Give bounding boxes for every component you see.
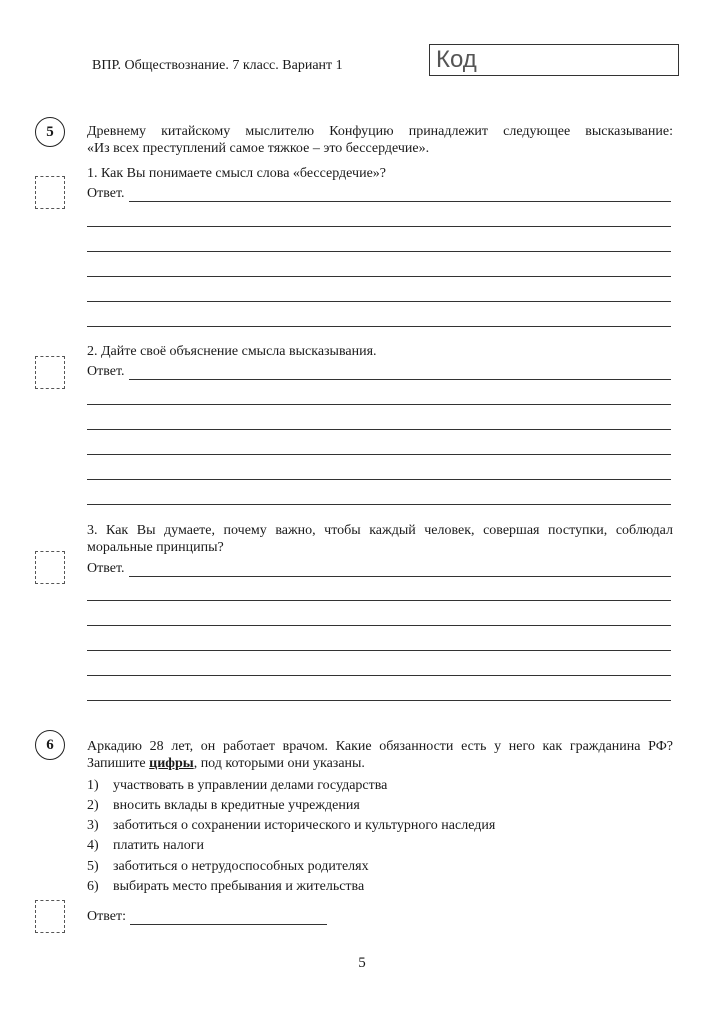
writing-line[interactable] bbox=[87, 454, 671, 455]
writing-line[interactable] bbox=[87, 429, 671, 430]
writing-line[interactable] bbox=[87, 625, 671, 626]
answer-line-q1[interactable] bbox=[87, 186, 671, 202]
option-item: 3) заботиться о сохранении исторического и культурного наследия bbox=[87, 818, 496, 833]
task6-question-line1: Аркадию 28 лет, он работает врачом. Какие обязанности есть у него как гражданина РФ? bbox=[87, 739, 673, 754]
task6-question-line2 bbox=[87, 755, 365, 772]
writing-line[interactable] bbox=[87, 326, 671, 327]
code-field[interactable] bbox=[429, 44, 679, 76]
task6-question-bold: цифры bbox=[149, 756, 194, 771]
task5-intro-line2: «Из всех преступлений самое тяжкое – это бессердечие». bbox=[87, 141, 430, 156]
task6-question-prefix: Запишите bbox=[87, 756, 150, 771]
task5-intro-line1: Древнему китайскому мыслителю Конфуцию принадлежит следующее высказывание: bbox=[87, 124, 673, 139]
header-title: ВПР. Обществознание. 7 класс. Вариант 1 bbox=[92, 58, 343, 73]
task-number-5: 5 bbox=[35, 117, 65, 147]
score-box-q2[interactable] bbox=[35, 356, 65, 389]
writing-line[interactable] bbox=[87, 700, 671, 701]
writing-line[interactable] bbox=[87, 301, 671, 302]
score-box-q3[interactable] bbox=[35, 551, 65, 584]
answer-line-q3[interactable] bbox=[87, 561, 671, 577]
writing-line[interactable] bbox=[87, 479, 671, 480]
writing-line[interactable] bbox=[87, 504, 671, 505]
writing-line[interactable] bbox=[87, 600, 671, 601]
option-item: 5) заботиться о нетрудоспособных родителях bbox=[87, 859, 369, 874]
score-box-q1[interactable] bbox=[35, 176, 65, 209]
option-item: 6) выбирать место пребывания и жительства bbox=[87, 879, 365, 894]
task-number-6: 6 bbox=[35, 730, 65, 760]
score-box-task6[interactable] bbox=[35, 900, 65, 933]
option-item: 2) вносить вклады в кредитные учреждения bbox=[87, 798, 360, 813]
task6-question-suffix: , под которыми они указаны. bbox=[193, 756, 365, 771]
writing-line[interactable] bbox=[87, 251, 671, 252]
answer-label: Ответ: bbox=[87, 909, 126, 924]
page-number: 5 bbox=[358, 955, 366, 971]
task5-question-1: 1. Как Вы понимаете смысл слова «бессердечие»? bbox=[87, 166, 387, 181]
writing-line[interactable] bbox=[87, 650, 671, 651]
answer-line-q2[interactable] bbox=[87, 364, 671, 380]
task5-question-2: 2. Дайте своё объяснение смысла высказывания. bbox=[87, 344, 377, 359]
answer-label: Ответ. bbox=[87, 364, 125, 379]
writing-line[interactable] bbox=[87, 404, 671, 405]
option-item: 1) участвовать в управлении делами государства bbox=[87, 778, 388, 793]
writing-line[interactable] bbox=[87, 226, 671, 227]
task5-question-3-line1: 3. Как Вы думаете, почему важно, чтобы каждый человек, совершая поступки, соблюдал bbox=[87, 523, 673, 538]
writing-line[interactable] bbox=[87, 675, 671, 676]
code-label: Код bbox=[436, 46, 477, 73]
answer-label: Ответ. bbox=[87, 561, 125, 576]
task5-question-3-line2: моральные принципы? bbox=[87, 540, 224, 555]
answer-label: Ответ. bbox=[87, 186, 125, 201]
answer-line-task6[interactable] bbox=[87, 909, 327, 925]
writing-line[interactable] bbox=[87, 276, 671, 277]
option-item: 4) платить налоги bbox=[87, 838, 204, 853]
